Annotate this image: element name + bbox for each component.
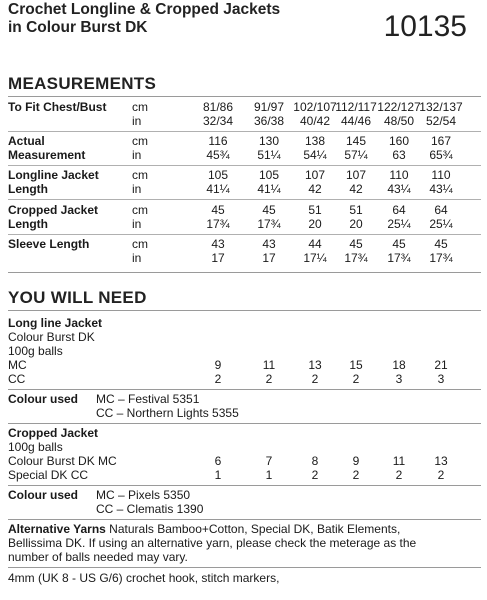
cm-value: 45 [392, 237, 406, 251]
mc-quantity: 13 [308, 358, 322, 372]
mc-quantity: 15 [349, 358, 363, 372]
cm-value: 43 [211, 237, 225, 251]
divider [8, 567, 481, 568]
row-label [8, 100, 106, 114]
row-divider [8, 199, 481, 200]
unit-cm: cm [132, 134, 148, 148]
title-line-1: Crochet Longline & Cropped Jackets [8, 1, 281, 18]
cc-quantity: 2 [311, 468, 319, 482]
cropped-cc-label: Special DK CC [8, 468, 89, 482]
in-value: 17¾ [206, 217, 230, 231]
row-label-line-1: Actual [8, 134, 45, 148]
in-value: 44/46 [340, 114, 372, 128]
longline-yarn: Colour Burst DK [8, 330, 95, 344]
cc-quantity: 3 [395, 372, 403, 386]
cc-quantity: 2 [437, 468, 445, 482]
in-value: 65¾ [429, 148, 453, 162]
alternative-yarns-line-3: number of balls needed may vary. [8, 550, 188, 564]
cc-quantity: 3 [437, 372, 445, 386]
cropped-balls: 100g balls [8, 440, 63, 454]
in-value: 45¾ [206, 148, 230, 162]
mc-quantity: 6 [214, 454, 222, 468]
mc-quantity: 8 [311, 454, 319, 468]
unit-in: in [132, 114, 142, 128]
cm-value: 138 [304, 134, 326, 148]
cm-value: 64 [434, 203, 448, 217]
cm-value: 44 [308, 237, 322, 251]
row-divider [8, 165, 481, 166]
mc-quantity: 7 [265, 454, 273, 468]
cm-value: 64 [392, 203, 406, 217]
document-title [8, 1, 280, 37]
cc-quantity: 2 [395, 468, 403, 482]
divider [8, 423, 481, 424]
mc-quantity: 13 [434, 454, 448, 468]
divider [8, 485, 481, 486]
cm-value: 45 [349, 237, 363, 251]
longline-cc-label: CC [8, 372, 26, 386]
unit-in: in [132, 148, 142, 162]
title-line-2: in Colour Burst DK [8, 19, 148, 36]
in-value: 25¼ [387, 217, 411, 231]
divider [8, 519, 481, 520]
in-value: 42 [349, 182, 363, 196]
cc-quantity: 2 [352, 468, 360, 482]
cm-value: 105 [258, 168, 280, 182]
cm-value: 45 [262, 203, 276, 217]
in-value: 42 [308, 182, 322, 196]
mc-quantity: 11 [262, 358, 276, 372]
you-will-need-heading: YOU WILL NEED [8, 288, 147, 307]
cropped-mc-label: Colour Burst DK MC [8, 454, 117, 468]
in-value: 36/38 [253, 114, 285, 128]
in-value: 17¼ [303, 251, 327, 265]
cm-value: 167 [430, 134, 452, 148]
cm-value: 107 [304, 168, 326, 182]
row-label-line-1: Cropped Jacket [8, 203, 99, 217]
cm-value: 45 [434, 237, 448, 251]
longline-mc-label: MC [8, 358, 27, 372]
you-will-need-divider [8, 310, 481, 311]
measurement-row [8, 203, 481, 231]
alternative-yarns-text: Naturals Bamboo+Cotton, Special DK, Batik Elements, [109, 522, 401, 536]
in-value: 17 [262, 251, 276, 265]
row-label [8, 203, 98, 231]
unit-cm: cm [132, 100, 148, 114]
in-value: 54¼ [303, 148, 327, 162]
row-divider [8, 131, 481, 132]
row-label-line-1: To Fit Chest/Bust [8, 100, 107, 114]
row-label [8, 237, 89, 251]
in-value: 40/42 [299, 114, 331, 128]
alternative-yarns-line-1 [8, 522, 400, 536]
cm-value: 160 [388, 134, 410, 148]
cm-value: 107 [345, 168, 367, 182]
cc-quantity: 1 [265, 468, 273, 482]
colour-used-mc: MC – Pixels 5350 [96, 488, 191, 502]
unit-in: in [132, 182, 142, 196]
cm-value: 110 [389, 168, 409, 182]
measurement-row [8, 100, 481, 128]
cc-quantity: 2 [352, 372, 360, 386]
cm-value: 122/127 [377, 100, 421, 114]
in-value: 32/34 [202, 114, 234, 128]
in-value: 17¾ [257, 217, 281, 231]
pattern-number: 10135 [383, 10, 467, 43]
cm-value: 51 [308, 203, 322, 217]
mc-quantity: 18 [392, 358, 406, 372]
cc-quantity: 1 [214, 468, 222, 482]
in-value: 20 [349, 217, 363, 231]
colour-used-label: Colour used [8, 392, 79, 406]
cc-quantity: 2 [214, 372, 222, 386]
row-label-line-1: Longline Jacket [8, 168, 99, 182]
cm-value: 43 [262, 237, 276, 251]
measurements-heading: MEASUREMENTS [8, 74, 157, 93]
row-label-line-2: Length [8, 217, 48, 231]
in-value: 25¼ [429, 217, 453, 231]
unit-cm: cm [132, 168, 148, 182]
measurements-divider [8, 96, 481, 97]
in-value: 43¼ [387, 182, 411, 196]
colour-used-mc: MC – Festival 5351 [96, 392, 200, 406]
cm-value: 91/97 [253, 100, 285, 114]
cm-value: 110 [431, 168, 451, 182]
measurement-row [8, 237, 481, 265]
cm-value: 81/86 [202, 100, 234, 114]
colour-used-cc: CC – Clematis 1390 [96, 502, 204, 516]
in-value: 17¾ [387, 251, 411, 265]
mc-quantity: 21 [434, 358, 448, 372]
cm-value: 145 [345, 134, 367, 148]
longline-title: Long line Jacket [8, 316, 103, 330]
cm-value: 116 [208, 134, 228, 148]
cc-quantity: 2 [311, 372, 319, 386]
measurement-row [8, 134, 481, 162]
cc-quantity: 2 [265, 372, 273, 386]
colour-used-cc: CC – Northern Lights 5355 [96, 406, 239, 420]
hook-requirements: 4mm (UK 8 - US G/6) crochet hook, stitch markers, [8, 571, 280, 585]
in-value: 52/54 [425, 114, 457, 128]
longline-balls: 100g balls [8, 344, 63, 358]
cm-value: 102/107 [293, 100, 337, 114]
cropped-title: Cropped Jacket [8, 426, 99, 440]
in-value: 57¼ [344, 148, 368, 162]
mc-quantity: 9 [352, 454, 360, 468]
mc-quantity: 11 [392, 454, 406, 468]
alternative-yarns-line-2: Bellissima DK. If using an alternative yarn, please check the meterage as the [8, 536, 417, 550]
alternative-yarns-label: Alternative Yarns [8, 522, 106, 536]
cm-value: 132/137 [419, 100, 463, 114]
in-value: 63 [392, 148, 406, 162]
mc-quantity: 9 [214, 358, 222, 372]
cm-value: 112/117 [335, 100, 377, 114]
in-value: 17¾ [429, 251, 453, 265]
row-label-line-2: Length [8, 182, 48, 196]
in-value: 17 [211, 251, 225, 265]
cm-value: 105 [207, 168, 229, 182]
in-value: 41¼ [206, 182, 230, 196]
unit-cm: cm [132, 237, 148, 251]
divider [8, 389, 481, 390]
cm-value: 51 [349, 203, 363, 217]
cm-value: 130 [258, 134, 280, 148]
row-label-line-2: Measurement [8, 148, 86, 162]
unit-in: in [132, 217, 142, 231]
cm-value: 45 [211, 203, 225, 217]
measurement-row [8, 168, 481, 196]
in-value: 48/50 [383, 114, 415, 128]
section-divider [8, 272, 481, 273]
in-value: 20 [308, 217, 322, 231]
row-label [8, 134, 85, 162]
in-value: 43¼ [429, 182, 453, 196]
unit-cm: cm [132, 203, 148, 217]
row-label [8, 168, 99, 196]
unit-in: in [132, 251, 142, 265]
in-value: 41¼ [257, 182, 281, 196]
in-value: 17¾ [344, 251, 368, 265]
in-value: 51¼ [257, 148, 281, 162]
row-label-line-1: Sleeve Length [8, 237, 90, 251]
row-divider [8, 234, 481, 235]
colour-used-label: Colour used [8, 488, 79, 502]
